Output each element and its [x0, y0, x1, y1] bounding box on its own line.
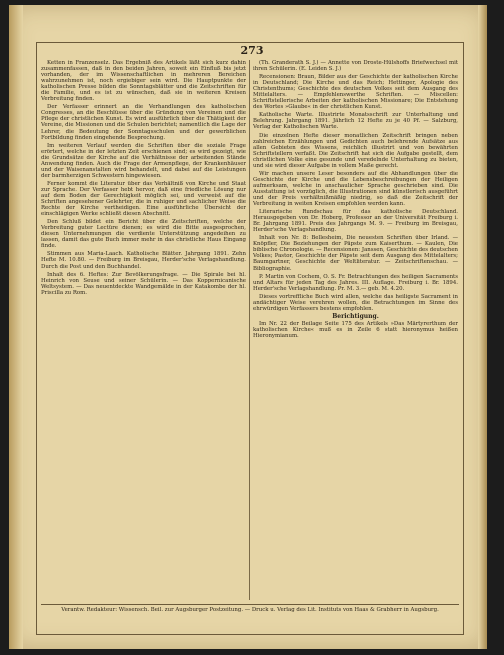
- paragraph: Der Verfasser erinnert an die Verhandlungen des katholischen Congresses, an die Beschlüsse über die Gründung von Vereinen und die Pflege der christlichen Kunst. Es wird ausführlich über die Thätigkeit der Vereine, die Missionen und die Schulen berichtet; namentlich die Lage der Lehrer, die Bedeutung der Sonntagsschulen und der gewerblichen Fortbildung finden eingehende Besprechung.: [41, 104, 246, 141]
- paragraph: P. Martin von Cochem, O. S. Fr. Betrachtungen des heiligen Sacraments und Altars für jeden Tag des Jahres. III. Auflage. Freiburg i. Br. 1894. Herder'sche Verlagshandlung. Pr. M. 3.— geb. M. 4.20.: [253, 273, 458, 292]
- paragraph: Ferner kommt die Literatur über das Verhältniß von Kirche und Staat zur Sprache. Der Verfasser hebt hervor, daß eine friedliche Lösung nur auf dem Boden der Gerechtigkeit möglich sei, und verweist auf die Schriften angesehener Gelehrter, die in ruhiger und sachlicher Weise die Rechte der Kirche vertheidigen. Eine ausführliche Übersicht der einschlägigen Werke schließt diesen Abschnitt.: [41, 180, 246, 218]
- footer-rule: [41, 604, 459, 605]
- paragraph: Literarische Rundschau für das katholische Deutschland. Herausgegeben von Dr. Hoberg, Professor an der Universität Freiburg i. Br. Jahrgang 1891. Preis des Jahrgangs M. 9. — Freiburg im Breisgau, Herder'sche Verlagshandlung.: [253, 209, 458, 234]
- paragraph: Den Schluß bildet ein Bericht über die Zeitschriften, welche der Verbreitung guter Lectüre dienen; es wird die Bitte ausgesprochen, diesen Unternehmungen die verdiente Unterstützung angedeihen zu lassen, damit das gute Buch immer mehr in das christliche Haus Eingang finde.: [41, 219, 246, 250]
- paragraph: Im weiteren Verlauf werden die Schriften über die soziale Frage erörtert, welche in der letzten Zeit erschienen sind; es wird gezeigt, wie die Grundsätze der Kirche auf die Verhältnisse der arbeitenden Stände Anwendung finden. Auch die Frage der Armenpflege, der Krankenhäuser und der Waisenanstalten wird behandelt, und dabei auf die Leistungen der barmherzigen Schwestern hingewiesen.: [41, 142, 246, 179]
- paragraph: Die einzelnen Hefte dieser monatlichen Zeitschrift bringen neben zahlreichen Erzählungen und Gedichten auch belehrende Aufsätze aus allen Gebieten des Wissens, reichlich illustrirt und von bewährten Schriftstellern verfaßt. Die Zeitschrift hat sich die Aufgabe gestellt, dem christlichen Volke eine gesunde und veredelnde Unterhaltung zu bieten, und sie wird dieser Aufgabe in vollem Maße gerecht.: [253, 132, 458, 169]
- page-footer: Verantw. Redakteur: Wissensch. Beil. zur Augsburger Postzeitung. — Druck u. Verlag des Lit. Instituts von Haas & Grabherr in Augsburg.: [61, 607, 439, 613]
- paragraph: Stimmen aus Maria-Laach. Katholische Blätter. Jahrgang 1891. Zehn Hefte M. 10.80. — Freiburg im Breisgau, Herder'sche Verlagshandlung. Durch die Post und den Buchhandel.: [41, 251, 246, 270]
- page-edge-shadow: [478, 5, 487, 649]
- page-number: 273: [240, 44, 264, 57]
- paragraph: Ketten in Franzenselz. Das Ergebniß des Artikels läßt sich kurz dahin zusammenfassen, daß in den beiden Jahren, soweit ein Einfluß bis jetzt vorhanden, der im Wissenschaftlichen in mehreren Bereichen wahrzunehmen ist, noch ergiebiger sein wird. Die Hauptpunkte der katholischen Presse bilden die Sonntagsblätter und die Zeitschriften für die Familie, und es ist zu wünschen, daß sie in weiteren Kreisen Verbreitung finden.: [41, 60, 246, 103]
- page-gutter-shadow: [9, 5, 23, 649]
- paragraph: Wir machen unsere Leser besonders auf die Abhandlungen über die Geschichte der Kirche und die Lebensbeschreibungen der Heiligen aufmerksam, welche in anschaulicher Sprache geschrieben sind. Die Ausstattung ist vorzüglich, die Illustrationen sind künstlerisch ausgeführt und der Preis verhältnißmäßig niedrig, so daß die Zeitschrift der Verbreitung in weiten Kreisen empfohlen werden kann.: [253, 170, 458, 208]
- paragraph: Dieses vortreffliche Buch wird allen, welche das heiligste Sacrament in andächtiger Weise verehren wollen, die Betrachtungen im Sinne des ehrwürdigen Verfassers bestens empfohlen.: [253, 293, 458, 312]
- paragraph: Katholische Warte. Illustrirte Monatsschrift zur Unterhaltung und Belehrung. Jahrgang 1891. Jährlich 12 Hefte zu je 40 Pf. — Salzburg, Verlag der Katholischen Warte.: [253, 112, 458, 131]
- column-divider: [249, 60, 250, 600]
- paragraph: Inhalt des 6. Heftes: Zur Bevölkerungsfrage. — Die Spirale bei hl. Heinrich von Seuse und seiner Schülerin. — Das Koppernicanische Weltsystem. — Das neuentdeckte Wandgemälde in der Katakombe der hl. Priscilla zu Rom.: [41, 271, 246, 296]
- correction-text: Im Nr. 22 der Beilage Seite 175 des Artikels »Das Märtyrerthum der katholischen Kirche« muß es in Zeile 6 statt hieronymus heißen Hieronymianum.: [253, 320, 458, 339]
- paragraph: (Th. Granderath S. J.) — Annette von Droste-Hülshoffs Briefwechsel mit ihren Schülerin. (E. Leiden S. J.): [253, 60, 458, 73]
- paragraph: Recensionen: Braun, Bilder aus der Geschichte der katholischen Kirche in Deutschland; Die Kirche und das Reich; Hettinger, Apologie des Christenthums; Geschichte des deutschen Volkes seit dem Ausgang des Mittelalters. — Empfehlenswerthe Schriften. — Miscellen: Schriftstellerische Arbeiten der katholischen Missionare; Die Entstehung des Wortes »Glaube« in der christlichen Kunst.: [253, 74, 458, 111]
- paragraph: Inhalt von Nr. 8: Bellesheim, Die neuesten Schriften über Irland. — Knöpfler, Die Beziehungen der Päpste zum Kaiserthum. — Kaulen, Die biblische Chronologie. — Recensionen: Janssen, Geschichte des deutschen Volkes; Pastor, Geschichte der Päpste seit dem Ausgang des Mittelalters; Baumgartner, Geschichte der Weltliteratur. — Zeitschriftenschau. — Bibliographie.: [253, 235, 458, 272]
- left-column: [41, 60, 246, 600]
- right-column: [253, 60, 458, 600]
- correction-heading: Berichtigung.: [332, 312, 379, 320]
